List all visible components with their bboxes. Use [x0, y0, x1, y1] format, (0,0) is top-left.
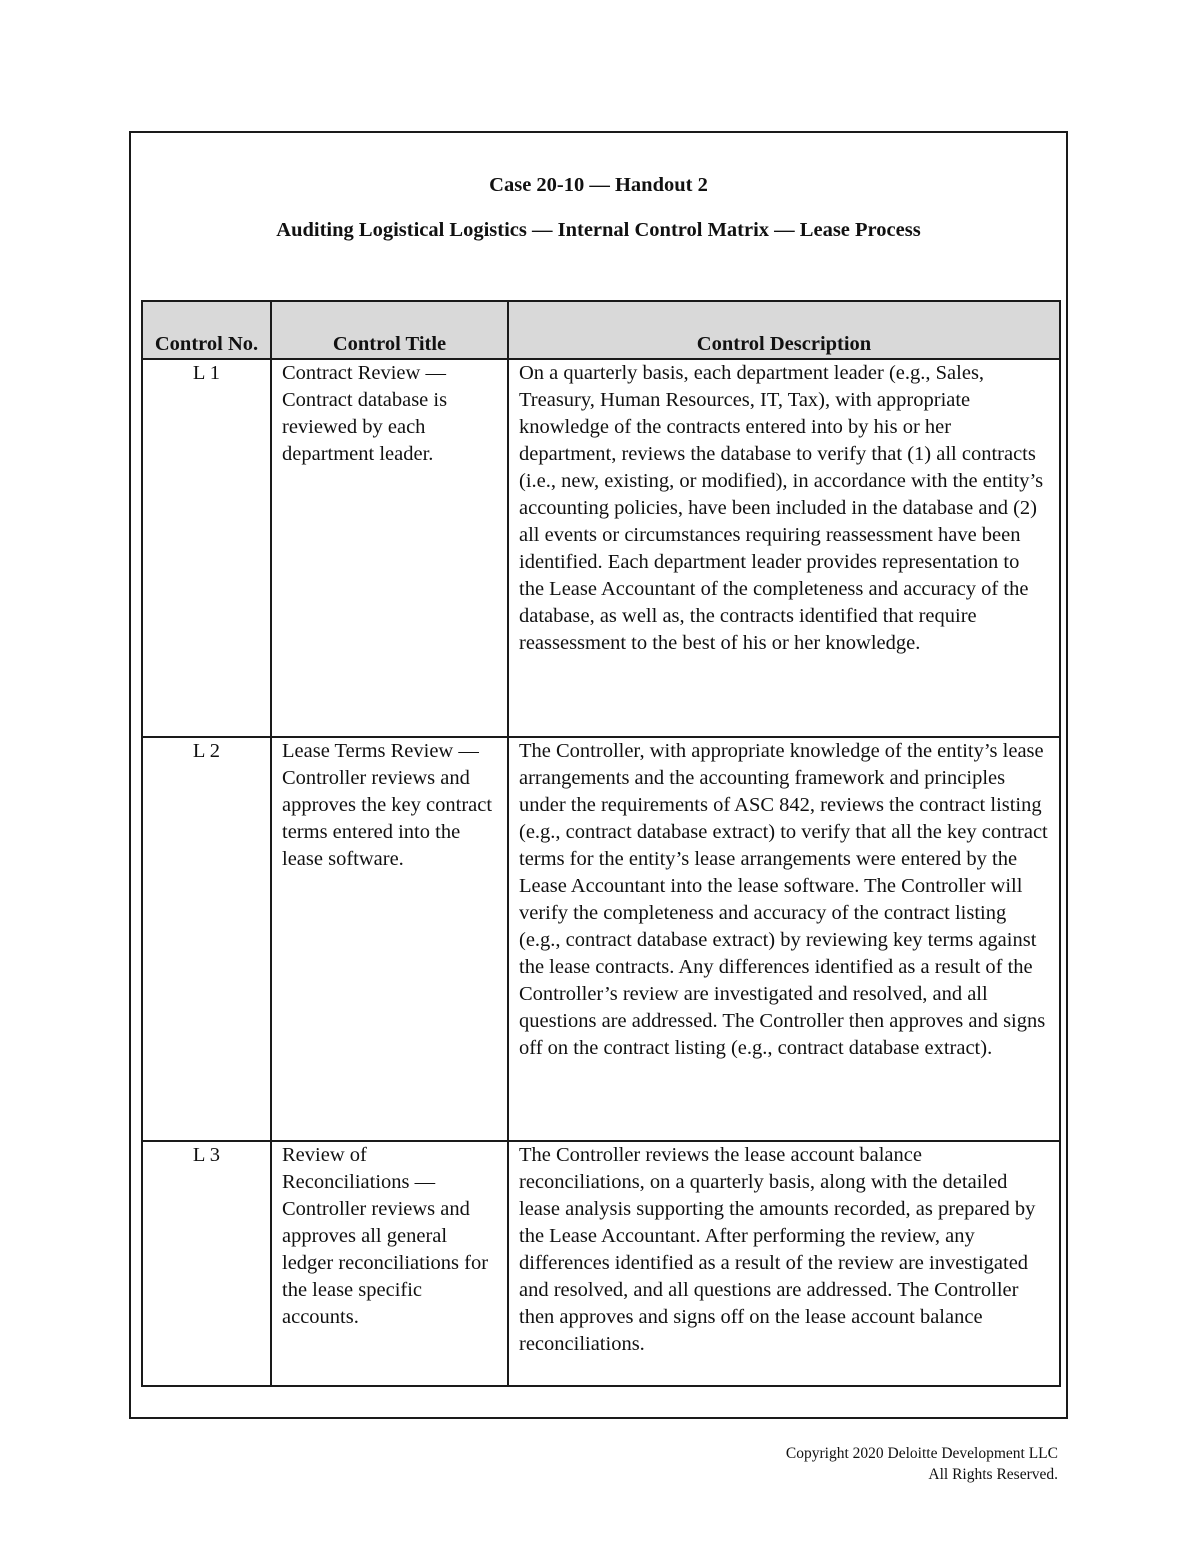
copyright-footer — [786, 1443, 1058, 1485]
control-title: Review of Reconciliations — Controller reviews and approves all general ledger reconciliations for the lease specific accounts. — [271, 1141, 508, 1386]
case-title: Case 20-10 — Handout 2 — [489, 174, 708, 196]
copyright-line: Copyright 2020 Deloitte Development LLC — [785, 1445, 1058, 1462]
control-description: The Controller reviews the lease account balance reconciliations, on a quarterly basis, along with the detailed lease analysis supporting the amounts recorded, as prepared by the Lease Accountant. After performing the review, any differences identified as a result of the review are investigated and resolved, and all questions are addressed. The Controller then approves and signs off on the lease account balance reconciliations. — [508, 1141, 1060, 1386]
table-row — [142, 1141, 1060, 1386]
table-header-row — [142, 301, 1060, 359]
control-number: L 1 — [142, 359, 271, 737]
column-header-control-title: Control Title — [271, 301, 508, 359]
document-subtitle: Auditing Logistical Logistics — Internal Control Matrix — Lease Process — [276, 219, 921, 241]
control-matrix-table — [141, 300, 1061, 1387]
control-number: L 3 — [142, 1141, 271, 1386]
column-header-control-no: Control No. — [142, 301, 271, 359]
table-row — [142, 737, 1060, 1141]
column-header-control-description: Control Description — [508, 301, 1060, 359]
control-title: Contract Review — Contract database is reviewed by each department leader. — [271, 359, 508, 737]
control-description: On a quarterly basis, each department leader (e.g., Sales, Treasury, Human Resources, IT, Tax), with appropriate knowledge of the contracts entered into by his or her department, reviews the database to verify that (1) all contracts (i.e., new, existing, or modified), in accordance with the entity’s accounting policies, have been included in the database and (2) all events or circumstances requiring reassessment have been identified. Each department leader provides representation to the Lease Accountant of the completeness and accuracy of the database, as well as, the contracts identified that require reassessment to the best of his or her knowledge. — [508, 359, 1060, 737]
table-row — [142, 359, 1060, 737]
control-number: L 2 — [142, 737, 271, 1141]
control-description: The Controller, with appropriate knowledge of the entity’s lease arrangements and the accounting framework and principles under the requirements of ASC 842, reviews the contract listing (e.g., contract database extract) to verify that all the key contract terms for the entity’s lease arrangements were entered by the Lease Accountant into the lease software. The Controller will verify the completeness and accuracy of the contract listing (e.g., contract database extract) by reviewing key terms against the lease contracts. Any differences identified as a result of the Controller’s review are investigated and resolved, and all questions are addressed. The Controller then approves and signs off on the contract listing (e.g., contract database extract). — [508, 737, 1060, 1141]
rights-line: All Rights Reserved. — [928, 1466, 1058, 1483]
control-title: Lease Terms Review — Controller reviews and approves the key contract terms entered into the lease software. — [271, 737, 508, 1141]
